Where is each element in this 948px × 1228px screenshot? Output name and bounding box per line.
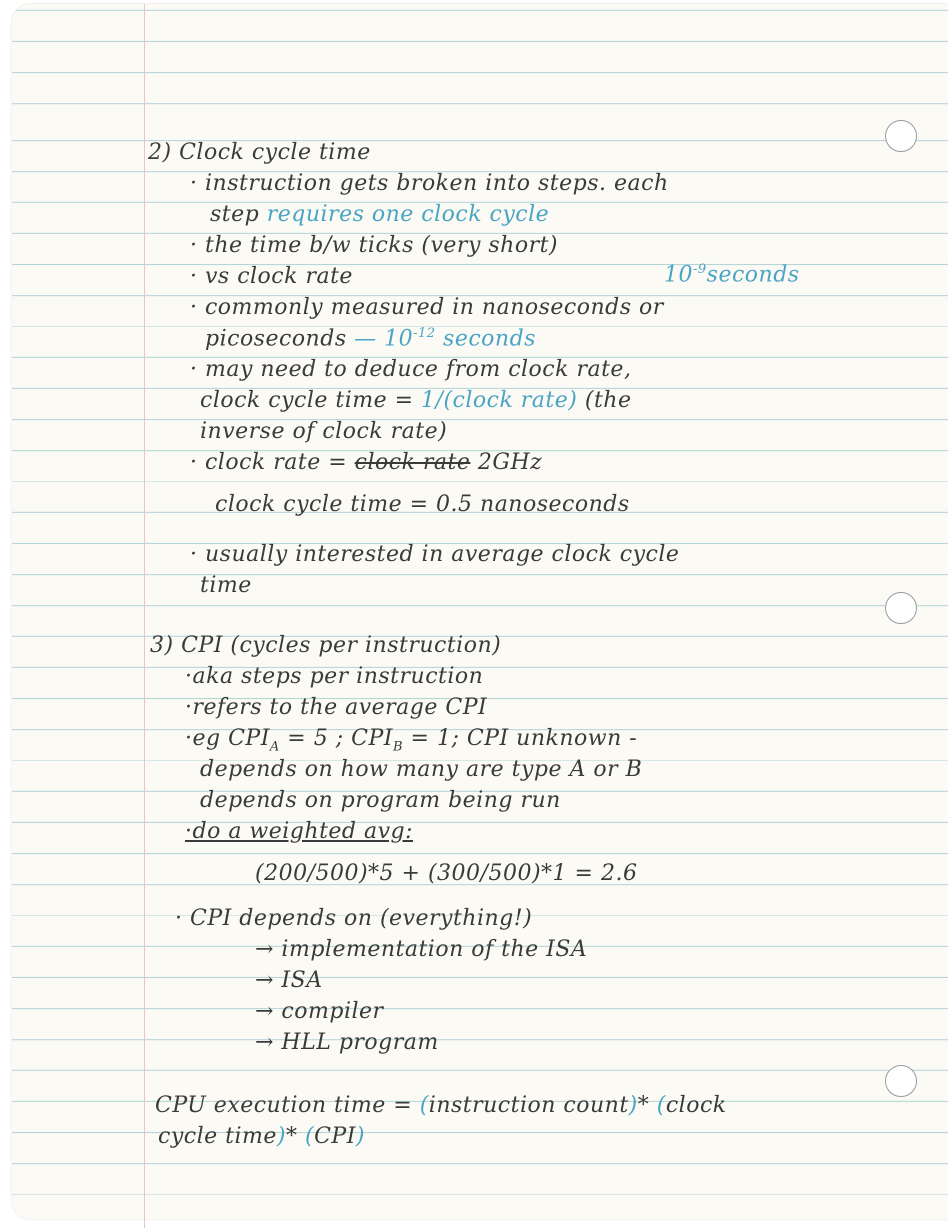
binder-hole [885, 1065, 917, 1097]
note-line: time [200, 573, 252, 598]
note-line: ·eg $CPI_A = 5$ ; $CPI_B = 1$; CPI unknown - [185, 726, 638, 755]
note-line: · the time b/w ticks (very short) [190, 233, 559, 258]
dependency-item: → ISA [255, 968, 323, 993]
margin-line [144, 4, 145, 1228]
section-2-heading: 2) Clock cycle time [148, 140, 371, 165]
binder-hole [885, 592, 917, 624]
annotation-seconds: $10^{-9}seconds$ [664, 262, 800, 288]
note-line: depends on program being run [200, 788, 561, 813]
note-line: picoseconds — $10^{-12}$ seconds [205, 326, 536, 352]
note-line: · usually interested in average clock cycle [190, 542, 680, 567]
note-line: · instruction gets broken into steps. each [190, 171, 669, 196]
dependency-item: → implementation of the ISA [255, 937, 588, 962]
cpu-time-equation-cont: cycle time)* (CPI) [158, 1124, 365, 1149]
note-line: · CPI depends on (everything!) [175, 906, 533, 931]
note-line: ·refers to the average CPI [185, 695, 488, 720]
dependency-item: → compiler [255, 999, 384, 1024]
note-line: · commonly measured in nanoseconds or [190, 295, 664, 320]
note-line: step requires one clock cycle [210, 202, 550, 227]
cpu-time-equation: CPU execution time = (instruction count)* (clock [155, 1093, 727, 1118]
binder-hole [885, 120, 917, 152]
note-line: clock cycle time = 0.5 nanoseconds [215, 492, 630, 517]
note-line: inverse of clock rate) [200, 419, 448, 444]
note-line: depends on how many are type A or B [200, 757, 643, 782]
dependency-item: → HLL program [255, 1030, 439, 1055]
weighted-average-formula: (200/500)*5 + (300/500)*1 = 2.6 [255, 861, 638, 886]
note-line: · clock rate = clock rate 2GHz [190, 450, 543, 475]
note-line: ·aka steps per instruction [185, 664, 484, 689]
section-3-heading: 3) CPI (cycles per instruction) [150, 633, 502, 658]
note-line: · may need to deduce from clock rate, [190, 357, 632, 382]
note-line: clock cycle time = 1/(clock rate) (the [200, 388, 632, 413]
note-line: ·do a weighted avg: [185, 819, 414, 844]
note-line: · vs clock rate [190, 264, 353, 289]
